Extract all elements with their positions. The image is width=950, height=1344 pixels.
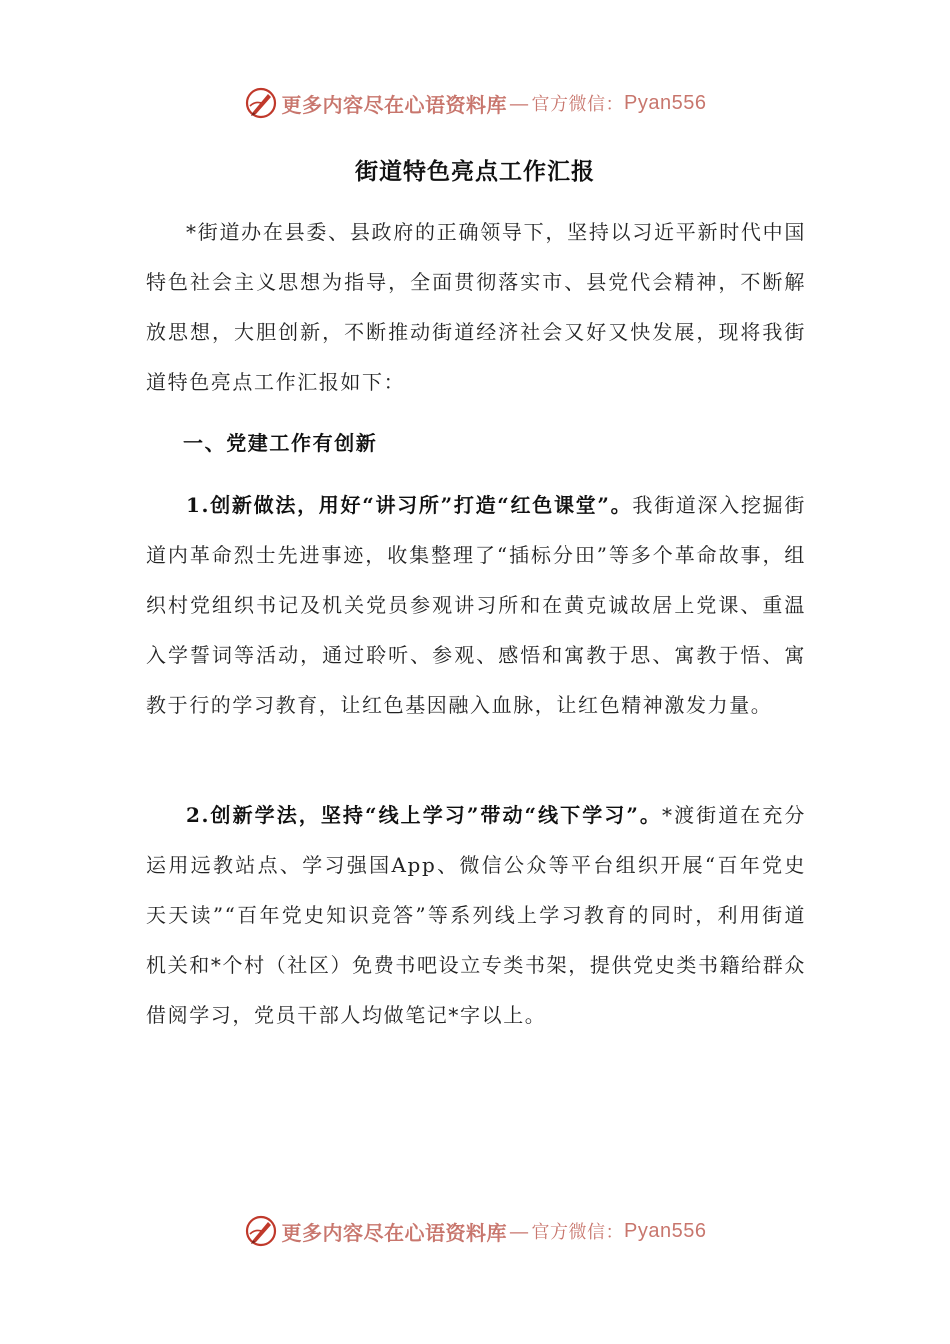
watermark-account: Pyan556 [624, 1219, 707, 1242]
item-paragraph-1 [146, 480, 806, 730]
section-heading: 一、党建工作有创新 [183, 431, 378, 455]
item-text-1: 我街道深入挖掘街道内革命烈士先进事迹，收集整理了“插标分田”等多个革命故事，组织村党组织书记及机关党员参观讲习所和在黄克诚故居上党课、重温入学誓词等活动，通过聆听、参观、感悟和寓教于思、寓教于悟、寓教于行的学习教育，让红色基因融入血脉，让红色精神激发力量。 [146, 493, 806, 717]
item-text-2: *渡街道在充分运用远教站点、学习强国App、微信公众等平台组织开展“百年党史天天读”“百年党史知识竞答”等系列线上学习教育的同时，利用街道机关和*个村（社区）免费书吧设立专类书架，提供党史类书籍给群众借阅学习，党员干部人均做笔记*字以上。 [146, 803, 807, 1027]
pen-logo-icon [244, 1214, 278, 1248]
watermark-banner-bottom [0, 1211, 950, 1251]
item-lead-2: 2.创新学法，坚持“线上学习”带动“线下学习”。 [186, 803, 663, 827]
watermark-brand: 更多内容尽在心语资料库 [281, 1220, 508, 1245]
watermark-label: 官方微信： [531, 1222, 625, 1243]
pen-logo-icon [244, 86, 278, 120]
watermark-account: Pyan556 [624, 91, 707, 114]
document-title: 街道特色亮点工作汇报 [355, 158, 595, 185]
intro-paragraph: *街道办在县委、县政府的正确领导下，坚持以习近平新时代中国特色社会主义思想为指导，全面贯彻落实市、县党代会精神，不断解放思想，大胆创新，不断推动街道经济社会又好又快发展，现将我街道特色亮点工作汇报如下： [146, 220, 806, 394]
watermark-banner-top [0, 83, 950, 123]
item-paragraph-2 [146, 790, 806, 1040]
watermark-brand: 更多内容尽在心语资料库 [281, 92, 508, 117]
item-lead-1: 1.创新做法，用好“讲习所”打造“红色课堂”。 [186, 493, 633, 517]
watermark-separator: — [509, 1219, 530, 1243]
watermark-separator: — [509, 91, 530, 115]
watermark-label: 官方微信： [531, 94, 625, 115]
